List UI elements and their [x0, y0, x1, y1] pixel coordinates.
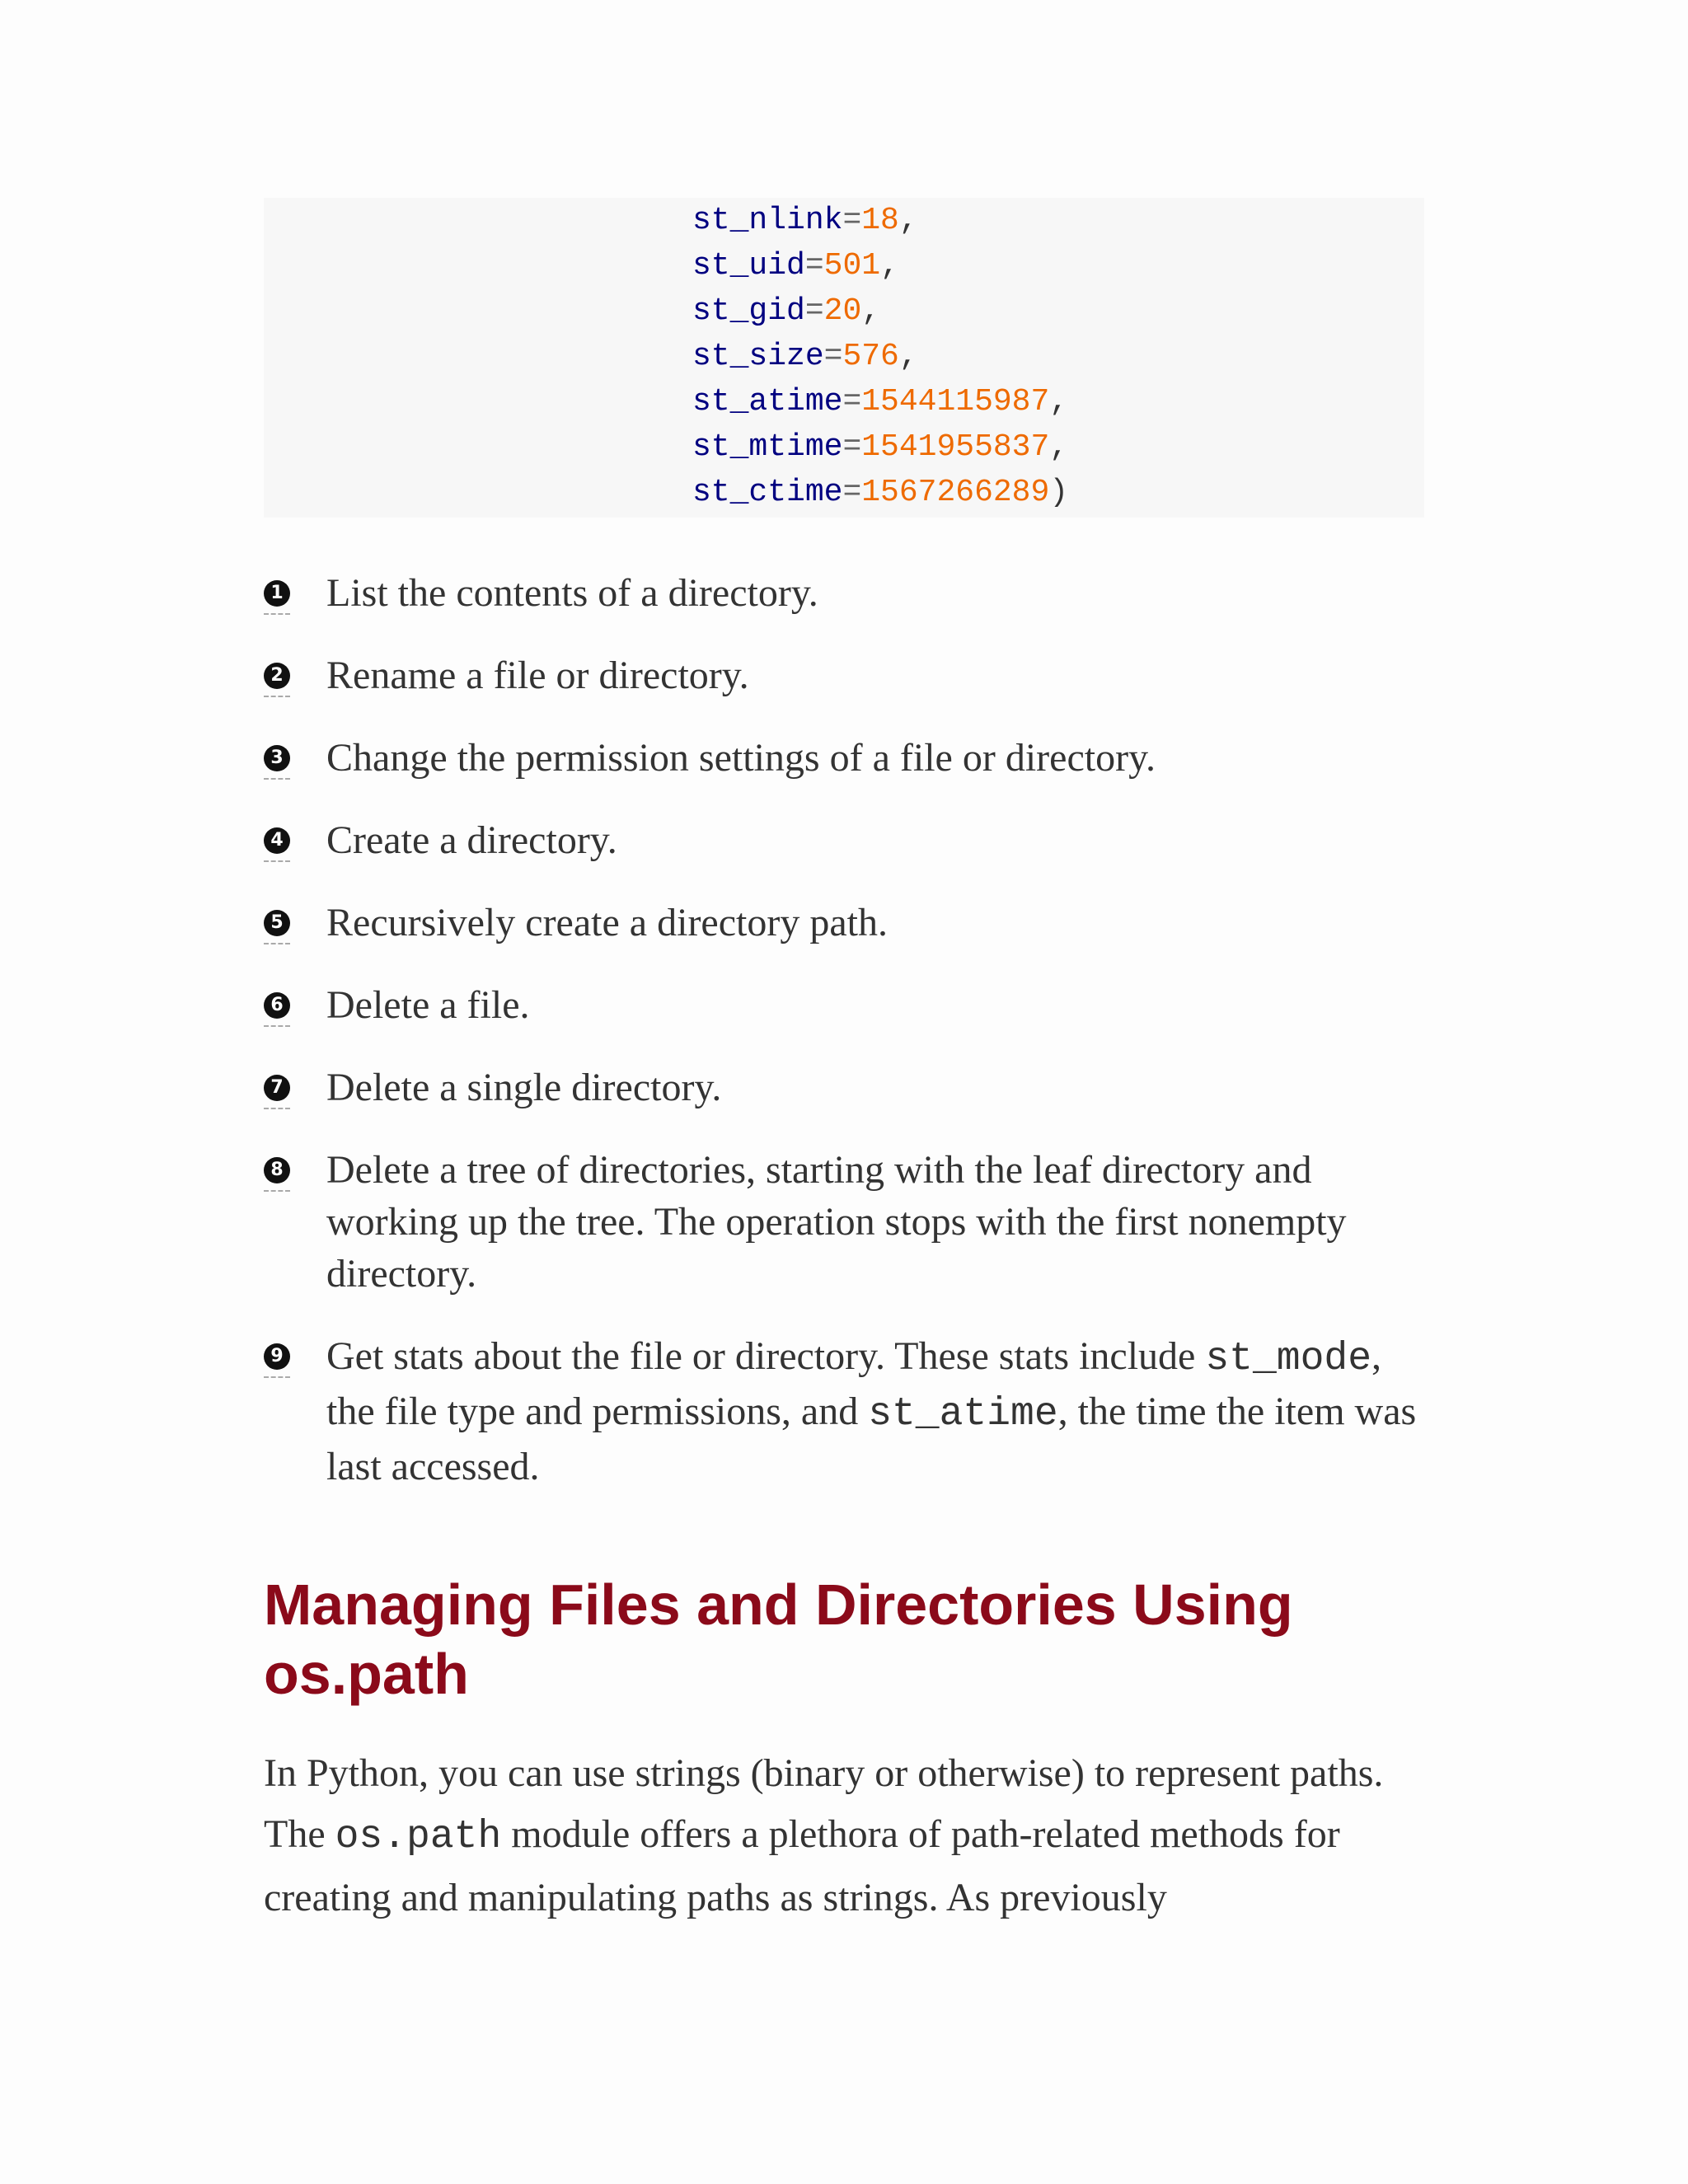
- code-value: 20: [823, 293, 862, 329]
- code-punct: ): [1049, 475, 1069, 510]
- code-key: st_size: [692, 339, 824, 374]
- callout-link-underline: [264, 613, 290, 615]
- callout-number-icon[interactable]: 8: [264, 1157, 290, 1183]
- inline-code: st_mode: [1205, 1337, 1372, 1381]
- callout-text-part: , the file type and permissions, and: [326, 1334, 1381, 1433]
- callout-link-underline: [264, 860, 290, 862]
- callout-item: [264, 732, 1426, 784]
- callout-number-icon[interactable]: 4: [264, 827, 290, 854]
- code-key: st_mtime: [692, 429, 843, 465]
- code-equals: =: [804, 293, 824, 329]
- callout-number-icon[interactable]: 3: [264, 745, 290, 771]
- code-value: 1567266289: [861, 475, 1050, 510]
- code-equals: =: [842, 475, 862, 510]
- code-line: [692, 334, 918, 379]
- callout-link-underline: [264, 943, 290, 944]
- inline-code: st_atime: [868, 1392, 1058, 1436]
- code-value: 1544115987: [861, 384, 1050, 419]
- callout-link-underline: [264, 1190, 290, 1192]
- callout-item: [264, 1330, 1426, 1493]
- callout-text: List the contents of a directory.: [326, 571, 818, 615]
- paragraph-text: In Python, you can use strings (binary or otherwise) to represent paths. The: [264, 1751, 1384, 1856]
- callout-text: Delete a file.: [326, 983, 530, 1027]
- code-line: [692, 424, 1068, 470]
- callout-item: [264, 1144, 1426, 1300]
- code-line: [692, 243, 899, 288]
- code-value: 501: [823, 248, 881, 284]
- code-line: [692, 198, 918, 243]
- code-line: [692, 470, 1068, 515]
- callout-item: [264, 979, 1426, 1031]
- code-key: st_gid: [692, 293, 805, 329]
- code-value: 18: [861, 203, 899, 238]
- callout-text: Recursively create a directory path.: [326, 901, 888, 944]
- code-line: [692, 288, 880, 334]
- code-equals: =: [804, 248, 824, 284]
- callout-item: [264, 1062, 1426, 1113]
- code-value: 1541955837: [861, 429, 1050, 465]
- code-key: st_ctime: [692, 475, 843, 510]
- paragraph-text: module offers a plethora of path-related methods for creating and manipulating paths as strings. As previously: [264, 1812, 1340, 1919]
- code-punct: ,: [861, 293, 881, 329]
- code-key: st_nlink: [692, 203, 843, 238]
- code-key: st_atime: [692, 384, 843, 419]
- callout-number-icon[interactable]: 1: [264, 580, 290, 607]
- code-key: st_uid: [692, 248, 805, 284]
- callout-text: Change the permission settings of a file or directory.: [326, 736, 1156, 780]
- code-punct: ,: [898, 339, 918, 374]
- code-punct: ,: [1049, 384, 1069, 419]
- callout-number-icon[interactable]: 9: [264, 1343, 290, 1370]
- code-block: [264, 198, 1424, 518]
- callout-link-underline: [264, 778, 290, 780]
- callout-item: [264, 814, 1426, 866]
- callout-text: Create a directory.: [326, 818, 617, 862]
- code-punct: ,: [1049, 429, 1069, 465]
- callout-link-underline: [264, 1376, 290, 1378]
- callout-number-icon[interactable]: 5: [264, 910, 290, 936]
- callout-text: Delete a tree of directories, starting with the leaf directory and working up the tree. The operation stops with the first nonempty directory.: [326, 1148, 1347, 1296]
- callout-item: [264, 897, 1426, 949]
- callout-text: Rename a file or directory.: [326, 654, 749, 697]
- code-equals: =: [823, 339, 843, 374]
- callout-link-underline: [264, 1108, 290, 1109]
- callout-link-underline: [264, 696, 290, 697]
- callout-text: [326, 1330, 1426, 1493]
- callout-item: [264, 567, 1426, 619]
- code-value: 576: [842, 339, 899, 374]
- callout-list: [264, 567, 1426, 1523]
- callout-text-part: , the time the item was last accessed.: [326, 1390, 1417, 1488]
- callout-text-part: Get stats about the file or directory. These stats include: [326, 1334, 1206, 1378]
- code-equals: =: [842, 384, 862, 419]
- callout-text: Delete a single directory.: [326, 1066, 722, 1109]
- code-punct: ,: [898, 203, 918, 238]
- code-equals: =: [842, 429, 862, 465]
- section-heading: Managing Files and Directories Using os.path: [264, 1572, 1293, 1706]
- callout-number-icon[interactable]: 2: [264, 663, 290, 689]
- callout-number-icon[interactable]: 6: [264, 992, 290, 1019]
- callout-link-underline: [264, 1025, 290, 1027]
- inline-code: os.path: [335, 1815, 502, 1859]
- code-punct: ,: [880, 248, 899, 284]
- code-line: [692, 379, 1068, 424]
- callout-item: [264, 649, 1426, 701]
- callout-number-icon[interactable]: 7: [264, 1075, 290, 1101]
- code-equals: =: [842, 203, 862, 238]
- body-paragraph: [264, 1743, 1434, 1929]
